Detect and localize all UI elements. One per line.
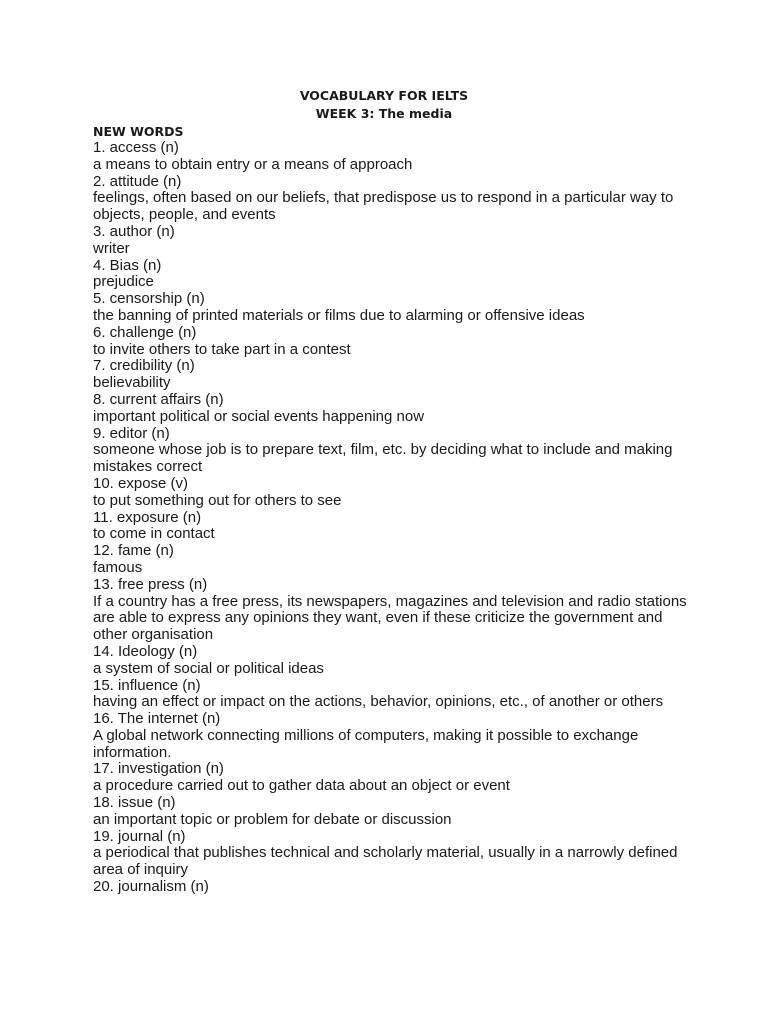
section-heading: NEW WORDS xyxy=(93,124,184,139)
entry-definition: to put something out for others to see xyxy=(93,491,342,509)
entry-definition: writer xyxy=(93,239,130,257)
entry-definition: someone whose job is to prepare text, film, etc. by deciding what to include and making mistakes correct xyxy=(93,441,673,476)
document-title: VOCABULARY FOR IELTS xyxy=(299,88,469,103)
entry-term: 13. free press (n) xyxy=(93,575,208,593)
entry-definition: having an effect or impact on the actions, behavior, opinions, etc., of another or others xyxy=(93,693,664,711)
entry-term: 10. expose (v) xyxy=(93,474,189,492)
entry-term: 15. influence (n) xyxy=(93,676,201,694)
entry-definition: a periodical that publishes technical and scholarly material, usually in a narrowly defined area of inquiry xyxy=(93,844,678,879)
entry-term: 6. challenge (n) xyxy=(93,323,197,341)
entry-term: 14. Ideology (n) xyxy=(93,642,198,660)
entry-definition: a system of social or political ideas xyxy=(93,659,324,677)
entry-definition: famous xyxy=(93,558,143,576)
entry-term: 3. author (n) xyxy=(93,222,175,240)
title-block xyxy=(0,87,768,123)
entry-term: 7. credibility (n) xyxy=(93,357,195,375)
entry-term: 1. access (n) xyxy=(93,139,179,156)
entry-definition: to invite others to take part in a contest xyxy=(93,340,351,358)
entry-term: 18. issue (n) xyxy=(93,794,176,812)
vocabulary-list xyxy=(93,140,693,896)
entry-term: 17. investigation (n) xyxy=(93,760,224,778)
entry-term: 19. journal (n) xyxy=(93,827,186,845)
entry-definition: feelings, often based on our beliefs, that predispose us to respond in a particular way to objects, people, and events xyxy=(93,189,674,224)
entry-definition: If a country has a free press, its newspapers, magazines and television and radio stations are able to express any opinions they want, even if these criticize the government and other organisation xyxy=(93,592,687,644)
entry-term: 2. attitude (n) xyxy=(93,172,182,190)
entry-term: 5. censorship (n) xyxy=(93,290,205,308)
entry-term: 9. editor (n) xyxy=(93,424,170,442)
entry-definition: A global network connecting millions of computers, making it possible to exchange information. xyxy=(93,726,639,761)
entry-definition: important political or social events happening now xyxy=(93,407,425,425)
document-subtitle: WEEK 3: The media xyxy=(315,106,453,121)
entry-term: 8. current affairs (n) xyxy=(93,390,224,408)
entry-definition: to come in contact xyxy=(93,525,215,543)
entry-term: 20. journalism (n) xyxy=(93,878,209,896)
entry-term: 12. fame (n) xyxy=(93,542,174,560)
entry-definition: a procedure carried out to gather data about an object or event xyxy=(93,777,510,795)
entry-term: 16. The internet (n) xyxy=(93,710,221,728)
entry-definition: an important topic or problem for debate or discussion xyxy=(93,810,452,828)
entry-definition: a means to obtain entry or a means of approach xyxy=(93,155,413,173)
entry-definition: prejudice xyxy=(93,273,154,291)
entry-definition: the banning of printed materials or films due to alarming or offensive ideas xyxy=(93,306,585,324)
entry-term: 11. exposure (n) xyxy=(93,508,202,526)
vocabulary-content xyxy=(93,123,693,896)
entry-definition: believability xyxy=(93,374,171,392)
entry-term: 4. Bias (n) xyxy=(93,256,162,274)
